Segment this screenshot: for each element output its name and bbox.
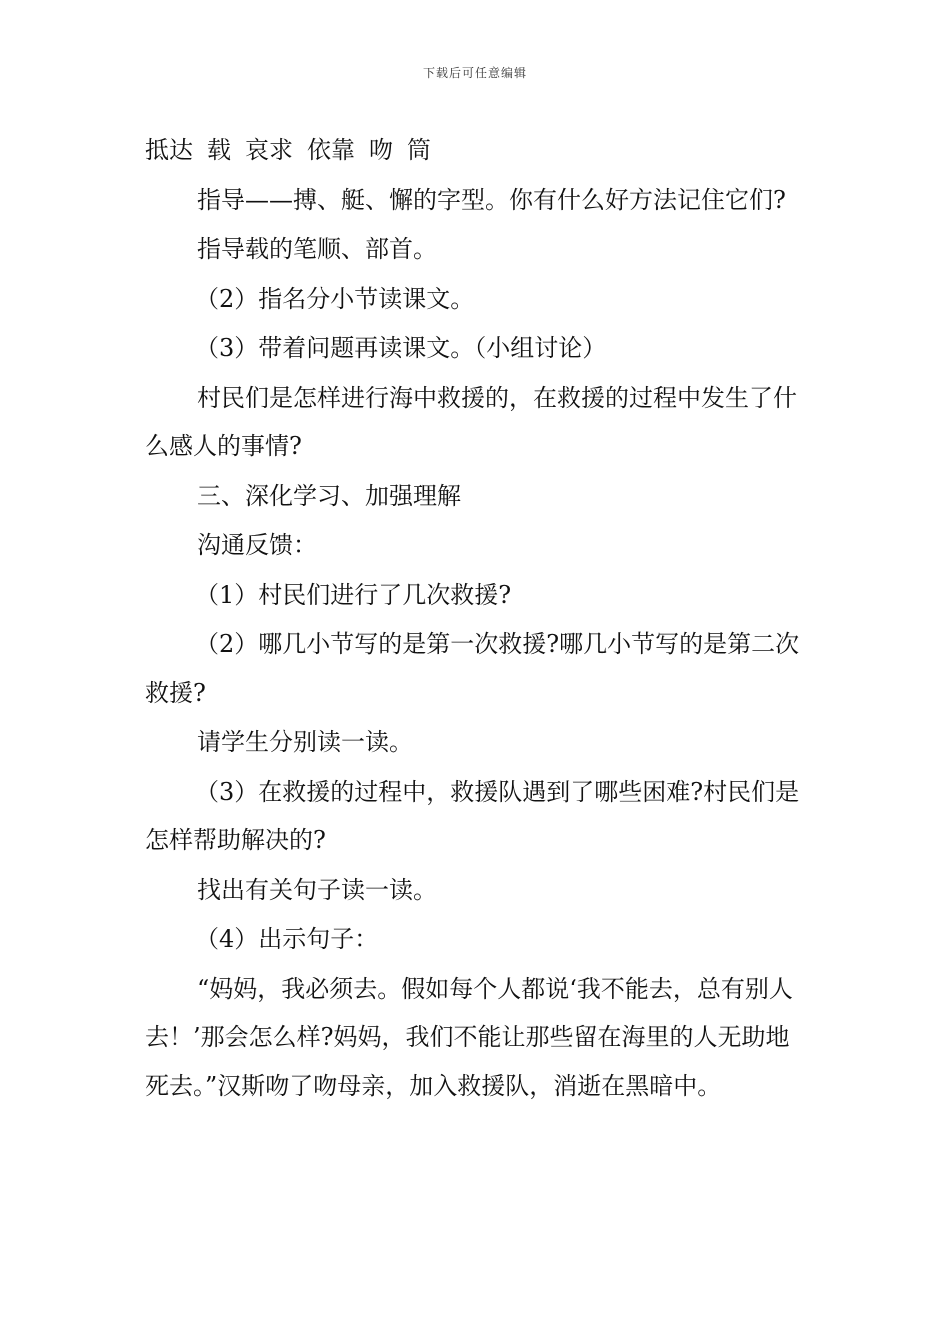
document-body bbox=[145, 126, 807, 1111]
quoted-passage: “妈妈，我必须去。假如每个人都说‘我不能去，总有别人去！’那会怎么样?妈妈，我们不能让那些留在海里的人无助地死去。”汉斯吻了吻母亲，加入救援队，消逝在黑暗中。 bbox=[145, 974, 793, 1100]
paragraph: 指导——搏、艇、懈的字型。你有什么好方法记住它们? bbox=[197, 185, 786, 214]
vocab-word: 哀求 bbox=[245, 136, 293, 164]
page-header: 下载后可任意编辑 bbox=[422, 66, 527, 80]
paragraph: 沟通反馈： bbox=[197, 531, 317, 559]
vocab-word: 筒 bbox=[407, 136, 431, 164]
vocab-word: 吻 bbox=[369, 136, 393, 164]
paragraph: （4）出示句子： bbox=[195, 925, 379, 953]
paragraph: （2）指名分小节读课文。 bbox=[195, 284, 475, 313]
section-heading: 三、深化学习、加强理解 bbox=[197, 481, 461, 510]
paragraph: （2）哪几小节写的是第一次救援?哪几小节写的是第二次救援? bbox=[145, 630, 800, 707]
paragraph: 村民们是怎样进行海中救援的，在救援的过程中发生了什么感人的事情? bbox=[145, 383, 797, 460]
vocab-word: 抵达 bbox=[145, 136, 193, 164]
paragraph: （3）带着问题再读课文。（小组讨论） bbox=[195, 334, 607, 362]
vocab-word: 载 bbox=[207, 136, 231, 164]
paragraph: 指导载的笔顺、部首。 bbox=[197, 235, 437, 263]
paragraph: 找出有关句子读一读。 bbox=[197, 875, 437, 904]
vocab-line bbox=[145, 126, 807, 175]
vocab-word: 依靠 bbox=[307, 136, 355, 164]
paragraph: （1）村民们进行了几次救援? bbox=[195, 580, 512, 609]
paragraph: 请学生分别读一读。 bbox=[197, 728, 413, 756]
paragraph: （3）在救援的过程中，救援队遇到了哪些困难?村民们是怎样帮助解决的? bbox=[145, 777, 800, 854]
